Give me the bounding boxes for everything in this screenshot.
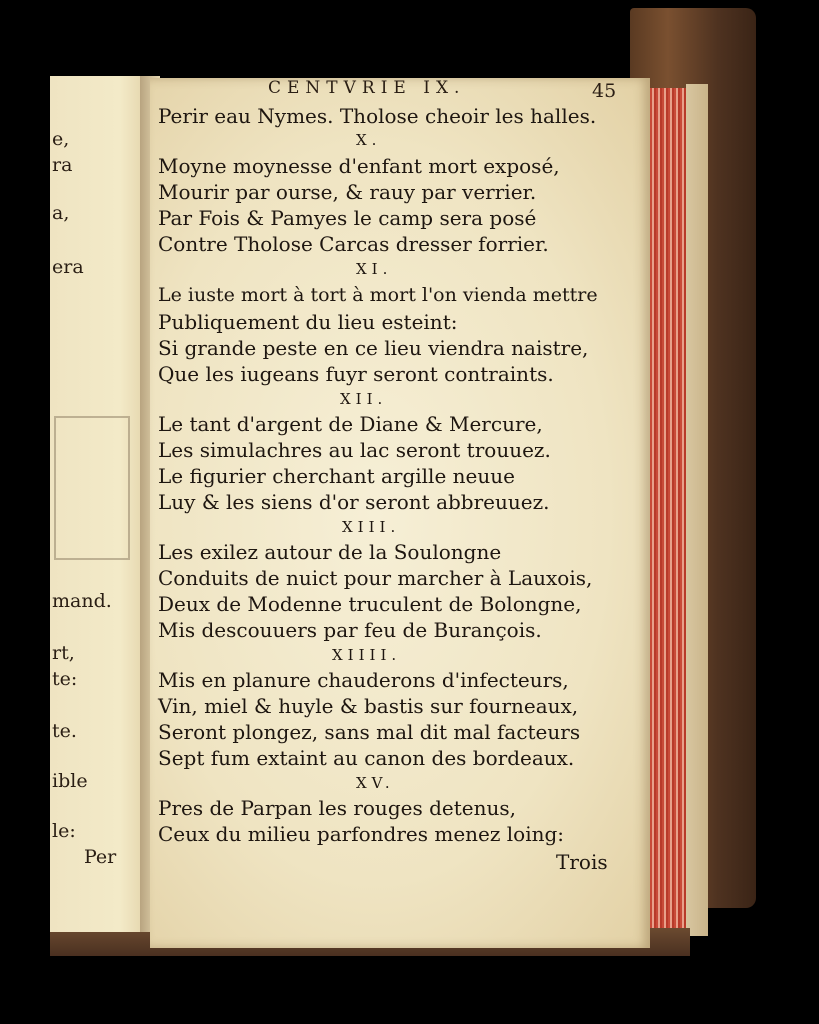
page-number: 45 bbox=[592, 80, 617, 102]
verse-line: Luy & les siens d'or seront abbreuuez. bbox=[158, 490, 550, 514]
verse-line: Conduits de nuict pour marcher à Lauxois, bbox=[158, 566, 593, 590]
quatrain-number: XI. bbox=[356, 260, 393, 278]
verse-line: Publiquement du lieu esteint: bbox=[158, 310, 458, 334]
verse-line: Contre Tholose Carcas dresser forrier. bbox=[158, 232, 549, 256]
verse-line: Le tant d'argent de Diane & Mercure, bbox=[158, 412, 543, 436]
verse-line: Si grande peste en ce lieu viendra naistre, bbox=[158, 336, 589, 360]
running-head: CENTVRIE IX. bbox=[268, 78, 466, 98]
verse-line: Mis descouuers par feu de Burançois. bbox=[158, 618, 542, 642]
verse-line: Que les iugeans fuyr seront contraints. bbox=[158, 362, 554, 386]
catchword: Trois bbox=[556, 850, 608, 874]
quatrain-number: XIII. bbox=[342, 518, 401, 536]
left-fragment: ra bbox=[52, 154, 73, 176]
verse-line: Ceux du milieu parfondres menez loing: bbox=[158, 822, 565, 846]
left-fragment: e, bbox=[52, 128, 70, 150]
quatrain-number: XIIII. bbox=[332, 646, 402, 664]
page-block-edge bbox=[686, 84, 708, 936]
verse-line: Le iuste mort à tort à mort l'on vienda mettre bbox=[158, 284, 598, 306]
red-page-edges bbox=[650, 88, 686, 928]
verse-line: Les simulachres au lac seront trouuez. bbox=[158, 438, 551, 462]
left-page bbox=[50, 76, 150, 932]
verse-line: Pres de Parpan les rouges detenus, bbox=[158, 796, 516, 820]
verse-line: Le figurier cherchant argille neuue bbox=[158, 464, 515, 488]
verse-line: Mourir par ourse, & rauy par verrier. bbox=[158, 180, 537, 204]
left-fragment: rt, bbox=[52, 642, 75, 664]
verse-line: Moyne moynesse d'enfant mort exposé, bbox=[158, 154, 560, 178]
quatrain-number: XII. bbox=[340, 390, 388, 408]
quatrain-number: XV. bbox=[356, 774, 395, 792]
verse-line: Vin, miel & huyle & bastis sur fourneaux, bbox=[158, 694, 579, 718]
left-fragment: a, bbox=[52, 202, 70, 224]
verse-line: Seront plongez, sans mal dit mal facteurs bbox=[158, 720, 581, 744]
left-fragment: Per bbox=[84, 846, 117, 868]
verse-line: Par Fois & Pamyes le camp sera posé bbox=[158, 206, 537, 230]
verse-line: Deux de Modenne truculent de Bolongne, bbox=[158, 592, 582, 616]
verse-line: Perir eau Nymes. Tholose cheoir les halles. bbox=[158, 104, 597, 128]
left-fragment: le: bbox=[52, 820, 76, 842]
left-fragment: mand. bbox=[52, 590, 112, 612]
quatrain-number: X. bbox=[356, 131, 382, 149]
verse-line: Les exilez autour de la Soulongne bbox=[158, 540, 502, 564]
left-page-ornament bbox=[54, 416, 130, 560]
verse-line: Sept fum extaint au canon des bordeaux. bbox=[158, 746, 575, 770]
left-fragment: te. bbox=[52, 720, 77, 742]
left-fragment: era bbox=[52, 256, 84, 278]
verse-line: Mis en planure chauderons d'infecteurs, bbox=[158, 668, 569, 692]
left-fragment: ible bbox=[52, 770, 88, 792]
left-fragment: te: bbox=[52, 668, 78, 690]
